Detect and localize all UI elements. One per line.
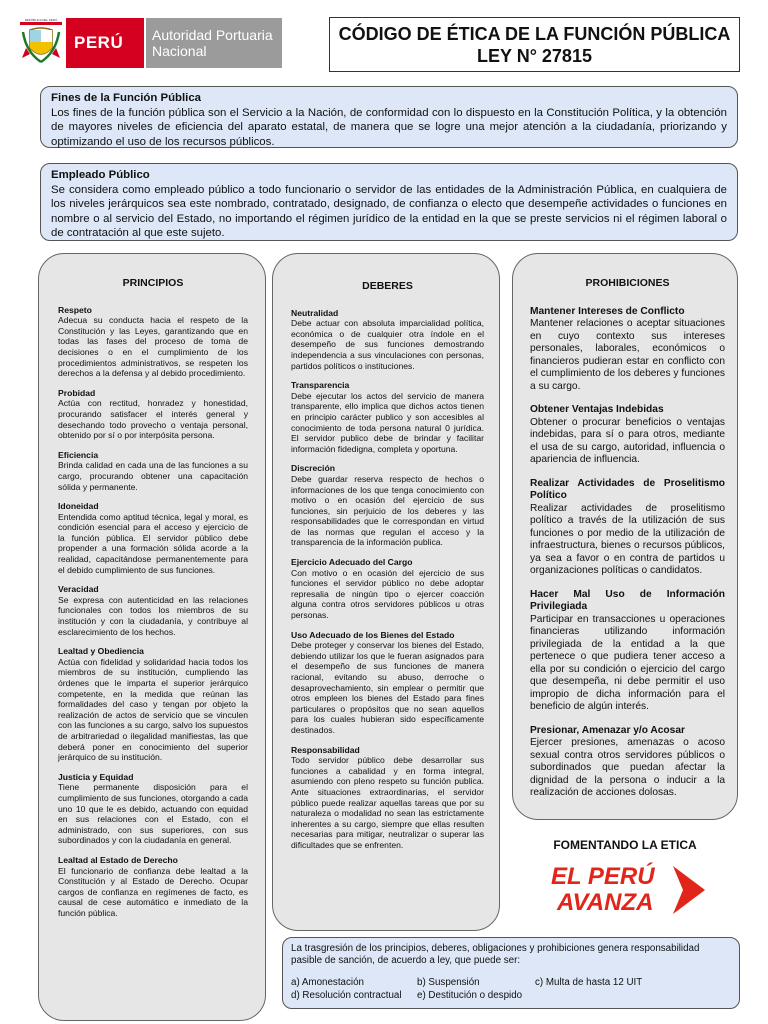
- coat-of-arms-icon: [20, 18, 62, 70]
- sanciones-intro: La trasgresión de los principios, deberes, obligaciones y prohibiciones genera responsabilidad pasible de sanción, de acuerdo a ley, que puede ser:: [291, 943, 700, 967]
- logo-org-line2: Nacional: [152, 43, 207, 59]
- item-title: Neutralidad: [291, 307, 339, 318]
- list-item: [291, 630, 484, 736]
- empleado-text: Se considera como empleado público a todo funcionario o servidor de las entidades de la Administración Pública, en cualquiera de los niveles jerárquicos sea este nombrado, contratado, designado, de confianza o electo que desempeñe actividades o funciones en nombre o al servicio del Estado, no importando el régimen jurídico de la entidad en la que se preste servicios ni el régimen laboral o de contratación al que este sujeto.: [51, 183, 727, 240]
- list-item: [291, 463, 484, 548]
- item-title: Hacer Mal Uso de Información Privilegiada: [530, 588, 725, 612]
- item-title: Ejercicio Adecuado del Cargo: [291, 557, 413, 568]
- list-item: [530, 725, 725, 800]
- peru-avanza-logo: [545, 860, 709, 918]
- fines-heading: Fines de la Función Pública: [51, 92, 202, 104]
- list-item: [291, 745, 484, 851]
- arrow-icon: [673, 866, 705, 914]
- page-title: [329, 17, 740, 72]
- empleado-box: [40, 163, 738, 241]
- item-text: Todo servidor público debe desarrollar sus funciones a cabalidad y en forma integral, asumiendo con pleno respeto su función publica. Ante situaciones extraordinarias, el servidor público puede realizar aquellas tareas que por su naturaleza o modalidad no sean las estrictamente inherentes a su cargo, siempre que ellas resulten necesarias para mitigar, neutralizar o superar las dificultades que se enfrenten.: [291, 755, 484, 850]
- item-title: Presionar, Amenazar y/o Acosar: [530, 724, 685, 736]
- item-text: Debe proteger y conservar los bienes del Estado, debiendo utilizar los que le fueran asignados para el desempeño de sus funciones de manera racional, evitando su abuso, derroche o desaprovechamiento, sin emplear o permitir que otros empleen los bienes del Estado para fines particulares o propósitos que no sean aquellos para los cuales hubieran sido específicamente destinados.: [291, 640, 484, 735]
- header-logo: [20, 18, 282, 70]
- item-text: Obtener o procurar beneficios o ventajas indebidas, para sí o para otros, mediante el usa de su cargo, autoridad, influencia o apariencia de influencia.: [530, 416, 725, 465]
- item-title: Idoneidad: [58, 501, 99, 512]
- list-item: [530, 478, 725, 578]
- sancion-item: b) Suspensión: [417, 977, 480, 989]
- item-text: Se expresa con autenticidad en las relaciones funcionales con todos los miembros de su institución y con la ciudadanía, y contribuye al esclarecimiento de los hechos.: [58, 594, 248, 637]
- list-item: [530, 404, 725, 467]
- item-title: Respeto: [58, 304, 92, 315]
- item-text: El funcionario de confianza debe lealtad a la Constitución y al Estado de Derecho. Ocupar cargos de confianza en regímenes de facto, es causal de cese automático e inmediato de la función pública.: [58, 865, 248, 918]
- item-title: Discreción: [291, 463, 335, 474]
- item-text: Entendida como aptitud técnica, legal y moral, es condición esencial para el acceso y ejercicio de la función pública. El servidor público debe propender a una formación sólida acorde a la realidad, capacitándose permanentemente para el debido cumplimiento de sus funciones.: [58, 511, 248, 575]
- item-title: Probidad: [58, 387, 96, 398]
- logo-shield-text: REPÚBLICA DEL PERÚ: [24, 18, 58, 22]
- title-line1: CÓDIGO DE ÉTICA DE LA FUNCIÓN PÚBLICA: [338, 24, 731, 44]
- logo-org-line1: Autoridad Portuaria: [152, 27, 273, 43]
- list-item: [58, 772, 248, 846]
- list-item: [530, 306, 725, 394]
- title-line2: LEY N° 27815: [477, 46, 592, 66]
- item-title: Veracidad: [58, 584, 99, 595]
- sancion-item: a) Amonestación: [291, 977, 364, 989]
- item-title: Responsabilidad: [291, 744, 360, 755]
- list-item: [291, 308, 484, 372]
- logo-line1: EL PERÚ: [551, 863, 655, 890]
- item-text: Brinda calidad en cada una de las funciones a su cargo, procurando obtener una capacitación sólida y permanente.: [58, 460, 248, 492]
- item-text: Debe ejecutar los actos del servicio de manera transparente, ello implica que dichos actos tienen en principio carácter publico y son accesibles al conocimiento de toda persona natural 0 jurídica. El servidor publico debe de brindar y facilitar información fidedigna, completa y oportuna.: [291, 390, 484, 454]
- list-item: [291, 557, 484, 621]
- deberes-heading: DEBERES: [362, 280, 413, 292]
- list-item: [58, 584, 248, 637]
- item-text: Adecua su conducta hacia el respeto de la Constitución y las Leyes, garantizando que en todas las fases del proceso de toma de decisiones o en el cumplimiento de los procedimientos administrativos, se respeten los derechos a la defensa y al debido procedimiento.: [58, 315, 248, 379]
- item-title: Eficiencia: [58, 449, 99, 460]
- item-text: Realizar actividades de proselitismo político a través de la utilización de sus funciones o por medio de la utilización de infraestructura, bienes o recursos públicos, ya sea a favor o en contra de partidos u organizaciones políticas o candidatos.: [530, 502, 725, 576]
- item-title: Transparencia: [291, 380, 350, 391]
- list-item: [58, 388, 248, 441]
- sanciones-list: [291, 977, 731, 1001]
- item-text: Mantener relaciones o aceptar situaciones en cuyo contexto sus intereses personales, laborales, económicos o financieros pudieran estar en conflicto con el cumplimiento de los deberes y funciones a su cargo.: [530, 318, 725, 392]
- principios-heading: PRINCIPIOS: [122, 277, 184, 289]
- list-item: [58, 646, 248, 763]
- item-text: Ejercer presiones, amenazas o acoso sexual contra otros servidores públicos o subordinados que puedan afectar la dignidad de la persona o inducir a la realización de acciones dolosas.: [530, 737, 725, 798]
- item-title: Justicia y Equidad: [58, 771, 134, 782]
- item-text: Debe guardar reserva respecto de hechos o informaciones de los que tenga conocimiento con motivo o en ocasión del ejercicio de sus funciones, sin perjuicio de los deberes y las responsabilidades que le correspondan en virtud de las normas que regulan el acceso y la transparencia de la información publica.: [291, 473, 484, 548]
- prohibiciones-heading: PROHIBICIONES: [585, 277, 670, 289]
- prohibiciones-column: [512, 253, 738, 820]
- sancion-item: d) Resolución contractual: [291, 989, 402, 1001]
- item-text: Tiene permanente disposición para el cumplimiento de sus funciones, otorgando a cada uno 10 que le es debido, actuando con equidad en sus relaciones con el Estado, con el administrado, con sus superiores, con sus subordinados y con la ciudadanía en general.: [58, 782, 248, 846]
- item-title: Lealtad y Obediencia: [58, 646, 144, 657]
- logo-organization: [146, 18, 282, 68]
- fomentando-title: FOMENTANDO LA ETICA: [553, 838, 697, 852]
- item-title: Lealtad al Estado de Derecho: [58, 854, 178, 865]
- list-item: [58, 305, 248, 379]
- list-item: [530, 589, 725, 714]
- item-text: Actúa con rectitud, honradez y honestidad, procurando satisfacer el interés general y desechando todo provecho o ventaja personal, obtenido por sí o por interpósita persona.: [58, 398, 248, 441]
- list-item: [58, 450, 248, 492]
- list-item: [291, 380, 484, 454]
- logo-peru: PERÚ: [66, 18, 144, 68]
- item-title: Uso Adecuado de los Bienes del Estado: [291, 629, 455, 640]
- sancion-item: c) Multa de hasta 12 UIT: [535, 977, 643, 989]
- principios-column: [38, 253, 266, 1021]
- fines-box: [40, 86, 738, 148]
- fines-text: Los fines de la función pública son el Servicio a la Nación, de conformidad con lo dispuesto en la Constitución Política, y la obtención de mayores niveles de eficiencia del aparato estatal, de manera que se logre una mejor atención a la ciudadanía, priorizando y optimizando el uso de los recursos públicos.: [51, 106, 727, 148]
- item-text: Actúa con fidelidad y solidaridad hacia todos los miembros de su institución, cumpliendo las órdenes que le imparta el superior jerárquico competente, en la medida que reúnan las formalidades del caso y tengan por objeto la realización de actos de servicio que se vinculen con las funciones a su cargo, salvo los supuestos de arbitrariedad o ilegalidad manifiestas, las que deberá poner en conocimiento del superior jerárquico de su institución.: [58, 656, 248, 763]
- empleado-heading: Empleado Público: [51, 169, 150, 181]
- list-item: [58, 855, 248, 919]
- item-title: Realizar Actividades de Proselitismo Político: [530, 477, 725, 501]
- list-item: [58, 501, 248, 575]
- item-title: Mantener Intereses de Conflicto: [530, 305, 685, 317]
- sanciones-box: [282, 937, 740, 1009]
- item-text: Debe actuar con absoluta imparcialidad política, económica o de cualquier otra índole en el desempeño de sus funciones demostrando independencia a sus vinculaciones con personas, partidos políticos o instituciones.: [291, 318, 484, 371]
- item-text: Con motivo o en ocasión del ejercicio de sus funciones el servidor público no debe adoptar represalia de ningún tipo o ejercer coacción alguna contra otros servidores públicos u otras personas.: [291, 567, 484, 621]
- item-text: Participar en transacciones u operaciones financieras utilizando información privilegiada de la entidad a la que pertenece o que pudiera tener acceso a ella por su condición o ejercicio del cargo que desempeña, ni debe permitir el uso impropio de dicha información para el beneficio de algún interés.: [530, 613, 725, 712]
- deberes-column: [272, 253, 500, 931]
- logo-line2: AVANZA: [557, 889, 654, 916]
- sancion-item: e) Destitución o despido: [417, 989, 523, 1001]
- item-title: Obtener Ventajas Indebidas: [530, 404, 664, 415]
